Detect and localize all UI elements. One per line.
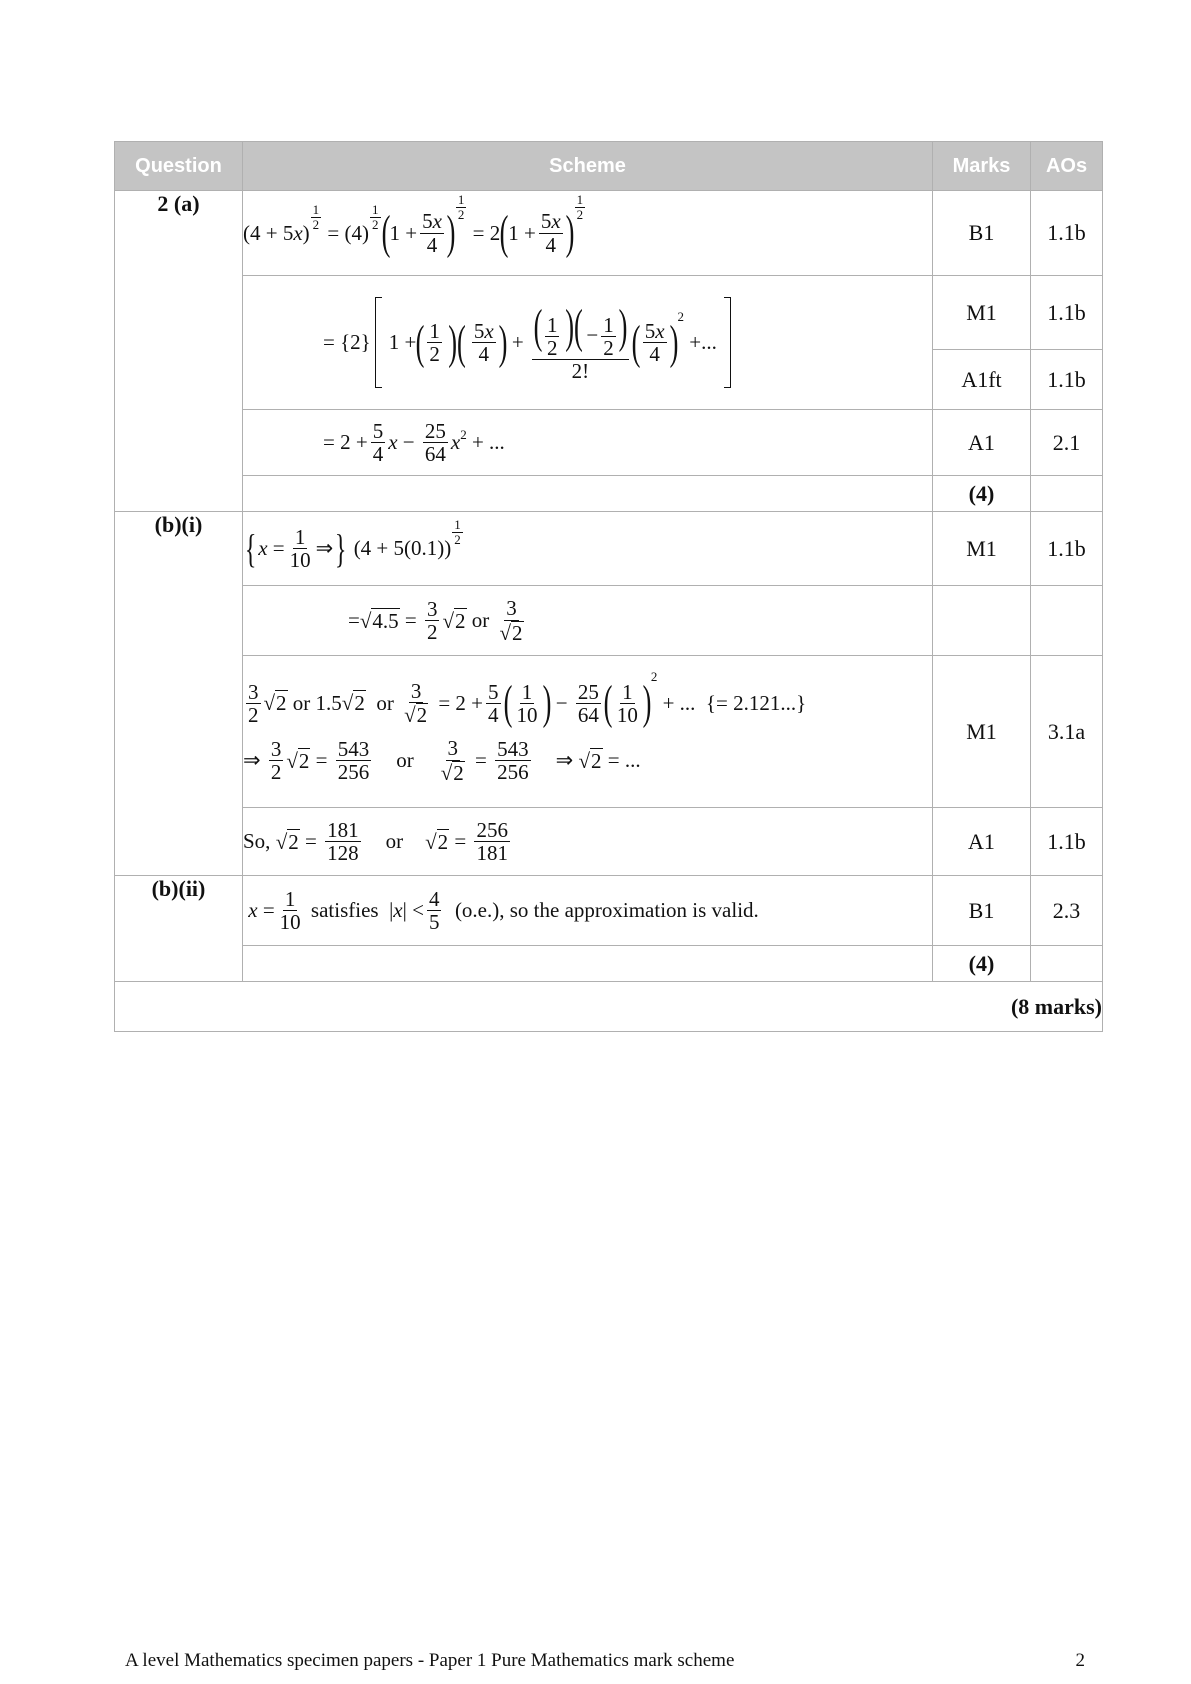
- ao-cell-empty: [1031, 946, 1103, 982]
- table-row: [115, 276, 1103, 350]
- ao-cell: 1.1b: [1031, 191, 1103, 276]
- table-row: [115, 191, 1103, 276]
- equation-a3: = 2 + $\frac{5}{4}$ x − $\frac{25}{64}$ x 2 + ...: [323, 418, 505, 466]
- equation-bi5: So, √ 2 = $\frac{181}{128}$ or √ 2 = $\frac{256}{181}$: [243, 817, 508, 865]
- table-row: [115, 586, 1103, 656]
- equation-bii1: x = $\frac{1}{10}$ satisfies | x | < $\frac{4}{5}$ (o.e.), so the approximation is valid.: [248, 886, 759, 934]
- validity-text: (o.e.), so the approximation is valid.: [454, 898, 759, 922]
- equation-bi1: { x = $\frac{1}{10}$ ⇒ } (4 + 5(0.1)) $\frac{1}{2}$: [244, 517, 461, 572]
- footer-title: A level Mathematics specimen papers - Paper 1 Pure Mathematics mark scheme: [125, 1650, 735, 1671]
- value-2121: {= 2.121...}: [705, 690, 807, 715]
- scheme-cell-empty: [243, 946, 933, 982]
- mark-cell: [933, 586, 1031, 656]
- so-word: So,: [243, 829, 271, 853]
- ao-cell: [1031, 586, 1103, 656]
- page-footer: [125, 1650, 1085, 1672]
- or-word: or: [471, 608, 490, 632]
- mark-scheme-table: [114, 141, 1103, 1032]
- scheme-cell: [243, 656, 933, 808]
- table-row: [115, 876, 1103, 946]
- header-row: [115, 142, 1103, 191]
- equation-bi3: $\frac{3}{2}$ √ 2 or 1.5 √ 2 or 3 √ 2 = 2 + $\frac{5}{4}$ ( $\frac{1}{10}$ ) − $\frac{25}{64}$ ( $\frac{1}{10}$ ) 2 + ... {= 2.121...}: [248, 669, 807, 730]
- mark-cell: M1: [933, 656, 1031, 808]
- mark-cell: B1: [933, 876, 1031, 946]
- header-aos: AOs: [1031, 142, 1103, 191]
- scheme-cell: [243, 512, 933, 586]
- mark-cell: A1ft: [933, 350, 1031, 410]
- satisfies-word: satisfies: [310, 898, 379, 922]
- ao-cell: 1.1b: [1031, 276, 1103, 350]
- header-scheme: Scheme: [243, 142, 933, 191]
- header-marks: Marks: [933, 142, 1031, 191]
- ao-cell: 2.1: [1031, 410, 1103, 476]
- mark-cell: M1: [933, 276, 1031, 350]
- table-row: [115, 656, 1103, 808]
- ao-cell-empty: [1031, 476, 1103, 512]
- table-row: [115, 808, 1103, 876]
- ao-cell: 1.1b: [1031, 808, 1103, 876]
- mark-cell: B1: [933, 191, 1031, 276]
- question-label-bi: (b)(i): [115, 512, 243, 876]
- scheme-cell-empty: [243, 476, 933, 512]
- mark-cell: M1: [933, 512, 1031, 586]
- equation-bi2: = √ 4.5 = $\frac{3}{2}$ √ 2 or 3 √ 2: [348, 596, 523, 645]
- subtotal-b: (4): [933, 946, 1031, 982]
- ao-cell: 2.3: [1031, 876, 1103, 946]
- equation-a1: (4 + 5 x ) $\frac{1}{2}$ = (4) $\frac{1}{2}$ ( 1 + $\frac{5x}{4}$ ) $\frac{1}{2}$ = 2 ( 1 + $\frac{5x}{4}$ ) $\frac{1}{2}$: [243, 191, 584, 259]
- subtotal-a: (4): [933, 476, 1031, 512]
- table-row: [115, 512, 1103, 586]
- ao-cell: 1.1b: [1031, 350, 1103, 410]
- table-row: [115, 946, 1103, 982]
- total-row: [115, 982, 1103, 1032]
- scheme-cell: [243, 586, 933, 656]
- mark-cell: A1: [933, 410, 1031, 476]
- scheme-cell: [243, 276, 933, 410]
- scheme-cell: [243, 191, 933, 276]
- question-label-2a: 2 (a): [115, 191, 243, 512]
- equation-a2: = {2} 1 + ( $\frac{1}{2}$ )( $\frac{5x}{4}$ ) + ( $\frac{1}{2}$ )( − $\frac{1}{2}$ ) 2! ( $\frac{5x}{4}$ ) 2 + ...: [323, 297, 735, 389]
- total-marks: (8 marks): [115, 982, 1103, 1032]
- ao-cell: 3.1a: [1031, 656, 1103, 808]
- header-question: Question: [115, 142, 243, 191]
- ao-cell: 1.1b: [1031, 512, 1103, 586]
- ellipsis: ...: [701, 330, 717, 354]
- scheme-cell: [243, 876, 933, 946]
- mark-cell: A1: [933, 808, 1031, 876]
- scheme-cell: [243, 410, 933, 476]
- question-label-bii: (b)(ii): [115, 876, 243, 982]
- scheme-cell: [243, 808, 933, 876]
- equation-bi4: ⇒ $\frac{3}{2}$ √ 2 = $\frac{543}{256}$ or 3 √ 2 = $\frac{543}{256}$ ⇒ √ 2 = ...: [243, 736, 641, 785]
- table-row: [115, 476, 1103, 512]
- page-number: 2: [1075, 1650, 1085, 1671]
- table-row: [115, 410, 1103, 476]
